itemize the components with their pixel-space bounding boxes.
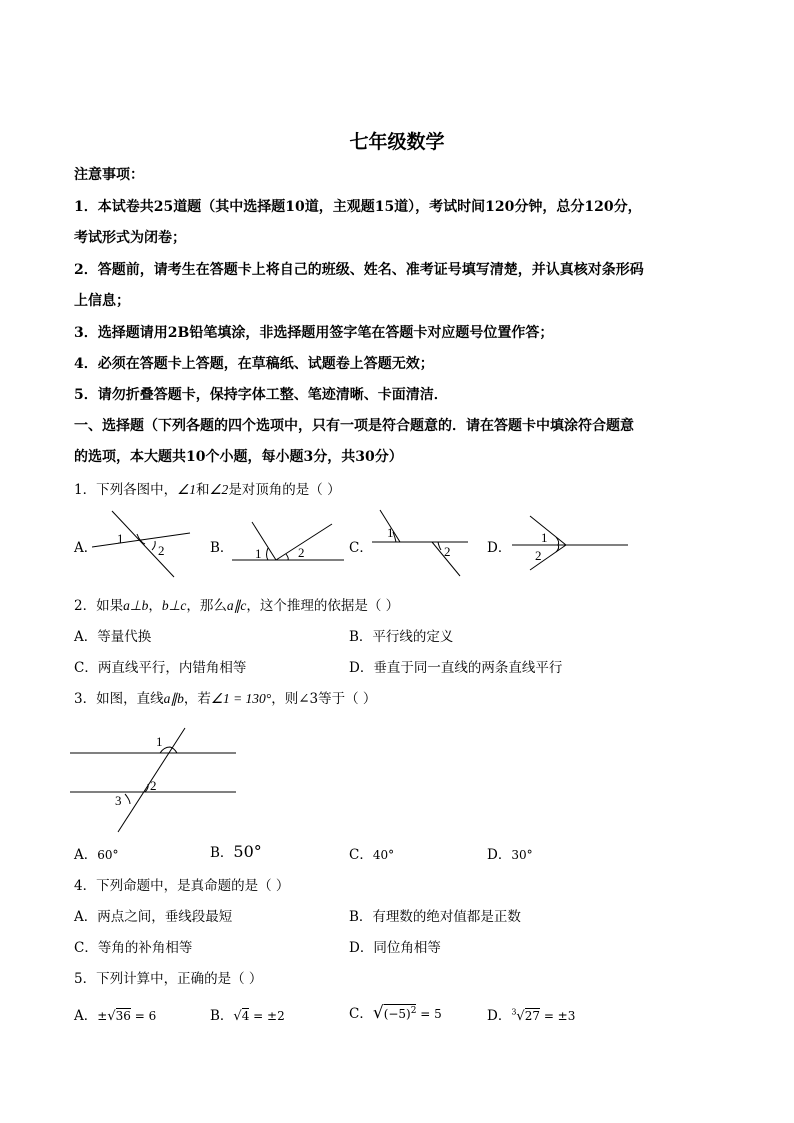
q3-parallel-lines: a∥b <box>163 691 184 706</box>
notice-item-5: 5．请勿折叠答题卡，保持字体工整、笔迹清晰、卡面清洁． <box>74 387 448 403</box>
q2-stem-text: ，这个推理的依据是（ ） <box>246 598 400 614</box>
q1-option-a-label: A． <box>74 540 98 556</box>
q5-option-a-label: A． <box>74 1008 98 1024</box>
q5-d-root-index: 3 <box>511 1007 517 1017</box>
q1-b-label-1: 1 <box>255 546 262 561</box>
q3-stem-text: ，则∠3等于（ ） <box>271 691 377 707</box>
q3-given-angle: ∠1 = 130° <box>210 691 272 706</box>
q1-d-label-1: 1 <box>541 530 548 545</box>
q5-option-c <box>349 1002 442 1023</box>
q2-separator: ， <box>148 598 162 614</box>
q5-b-result: = ±2 <box>249 1009 285 1023</box>
q3-option-a-value: 60° <box>97 848 119 862</box>
q5-option-b-label: B． <box>210 1008 234 1024</box>
q1-stem-text: 和 <box>195 482 210 498</box>
q3-stem-text: 3．如图，直线 <box>74 691 164 707</box>
q3-option-a <box>74 843 119 863</box>
q2-condition-1: a⊥b <box>123 598 149 613</box>
notice-heading: 注意事项： <box>74 167 144 183</box>
q5-c-radicand: (−5) <box>383 1007 411 1021</box>
q2-option-a: A．等量代换 <box>74 629 152 645</box>
q1-figure-d <box>508 512 632 574</box>
q3-option-d-label: D． <box>487 847 512 863</box>
question-1-stem <box>74 478 341 498</box>
q2-option-d: D．垂直于同一直线的两条直线平行 <box>349 660 563 676</box>
q1-angle-1: ∠1 <box>177 482 196 497</box>
q2-conclusion: a∥c <box>226 598 247 613</box>
q3-option-d <box>487 843 533 863</box>
q2-stem-text: 2．如果 <box>74 598 124 614</box>
section-heading: 一、选择题（下列各题的四个选项中，只有一项是符合题意的．请在答题卡中填涂符合题意 <box>74 418 634 434</box>
q2-option-c: C．两直线平行，内错角相等 <box>74 660 247 676</box>
q1-angle-2: ∠2 <box>209 482 229 497</box>
q4-option-b: B．有理数的绝对值都是正数 <box>349 909 521 925</box>
q5-c-exponent: 2 <box>410 1006 417 1016</box>
q3-label-3: 3 <box>115 793 122 808</box>
notice-item-1-cont: 考试形式为闭卷； <box>74 230 186 246</box>
q3-label-2: 2 <box>150 778 157 793</box>
q5-d-radicand: 27 <box>524 1009 540 1023</box>
q2-condition-2: b⊥c <box>161 598 187 613</box>
question-3-stem <box>74 687 376 707</box>
q3-option-c <box>349 843 394 863</box>
q1-option-c-label: C． <box>349 540 373 556</box>
question-4-stem: 4．下列命题中，是真命题的是（ ） <box>74 878 290 894</box>
page-title: 七年级数学 <box>349 131 445 153</box>
q4-option-c: C．等角的补角相等 <box>74 940 193 956</box>
question-2-stem <box>74 594 399 614</box>
q2-stem-text: ，那么 <box>186 598 227 614</box>
q4-option-d: D．同位角相等 <box>349 940 441 956</box>
q5-a-prefix: ± <box>97 1009 108 1023</box>
sqrt-icon: √ <box>372 1003 384 1023</box>
q3-option-c-label: C． <box>349 847 373 863</box>
q5-option-d-label: D． <box>487 1008 512 1024</box>
section-heading-cont: 的选项，本大题共10个小题，每小题3分，共30分） <box>74 449 403 465</box>
sqrt-icon: √ <box>516 1009 525 1024</box>
sqrt-icon: √ <box>233 1009 242 1024</box>
notice-item-2-cont: 上信息； <box>74 293 130 309</box>
q5-option-c-label: C． <box>349 1006 373 1022</box>
q3-option-b <box>210 841 262 861</box>
q5-b-radicand: 4 <box>241 1009 250 1023</box>
q1-c-label-1: 1 <box>387 525 394 540</box>
q3-option-a-label: A． <box>74 847 98 863</box>
q1-b-label-2: 2 <box>298 545 305 560</box>
q3-stem-text: ，若 <box>183 691 211 707</box>
q1-figure-c <box>368 506 478 578</box>
q5-c-result: = 5 <box>416 1007 442 1021</box>
q2-option-b: B．平行线的定义 <box>349 629 454 645</box>
q1-option-b-label: B． <box>210 540 234 556</box>
q1-stem-text: 1．下列各图中， <box>74 482 178 498</box>
q3-option-b-value: 50° <box>233 842 262 861</box>
q5-d-result: = ±3 <box>540 1009 576 1023</box>
q1-figure-a <box>92 505 198 580</box>
notice-item-4: 4．必须在答题卡上答题，在草稿纸、试题卷上答题无效； <box>74 356 434 372</box>
q3-option-d-value: 30° <box>511 848 533 862</box>
question-5-stem: 5．下列计算中，正确的是（ ） <box>74 971 263 987</box>
q1-a-label-1: 1 <box>117 531 124 546</box>
q5-option-d <box>487 1004 575 1024</box>
q1-stem-text: 是对顶角的是（ ） <box>228 482 341 498</box>
q3-option-c-value: 40° <box>372 848 395 862</box>
notice-item-2: 2．答题前，请考生在答题卡上将自己的班级、姓名、准考证号填写清楚，并认真核对条形码 <box>74 262 644 278</box>
q3-option-b-label: B． <box>210 845 234 861</box>
q1-d-label-2: 2 <box>535 548 542 563</box>
q4-option-a: A．两点之间，垂线段最短 <box>74 909 233 925</box>
q1-option-d-label: D． <box>487 540 512 556</box>
q3-label-1: 1 <box>156 734 163 749</box>
q5-option-b <box>210 1004 285 1024</box>
q1-figure-b <box>228 518 348 564</box>
q1-c-label-2: 2 <box>444 544 451 559</box>
notice-item-3: 3．选择题请用2B铅笔填涂，非选择题用签字笔在答题卡对应题号位置作答； <box>74 325 554 341</box>
q5-a-radicand: 36 <box>115 1009 131 1023</box>
q5-a-result: = 6 <box>130 1009 157 1023</box>
q3-figure <box>70 726 240 836</box>
q1-a-label-2: 2 <box>158 543 165 558</box>
notice-item-1: 1．本试卷共25道题（其中选择题10道，主观题15道），考试时间120分钟，总分120分， <box>74 199 642 215</box>
q5-option-a <box>74 1004 156 1024</box>
sqrt-icon: √ <box>107 1009 116 1024</box>
